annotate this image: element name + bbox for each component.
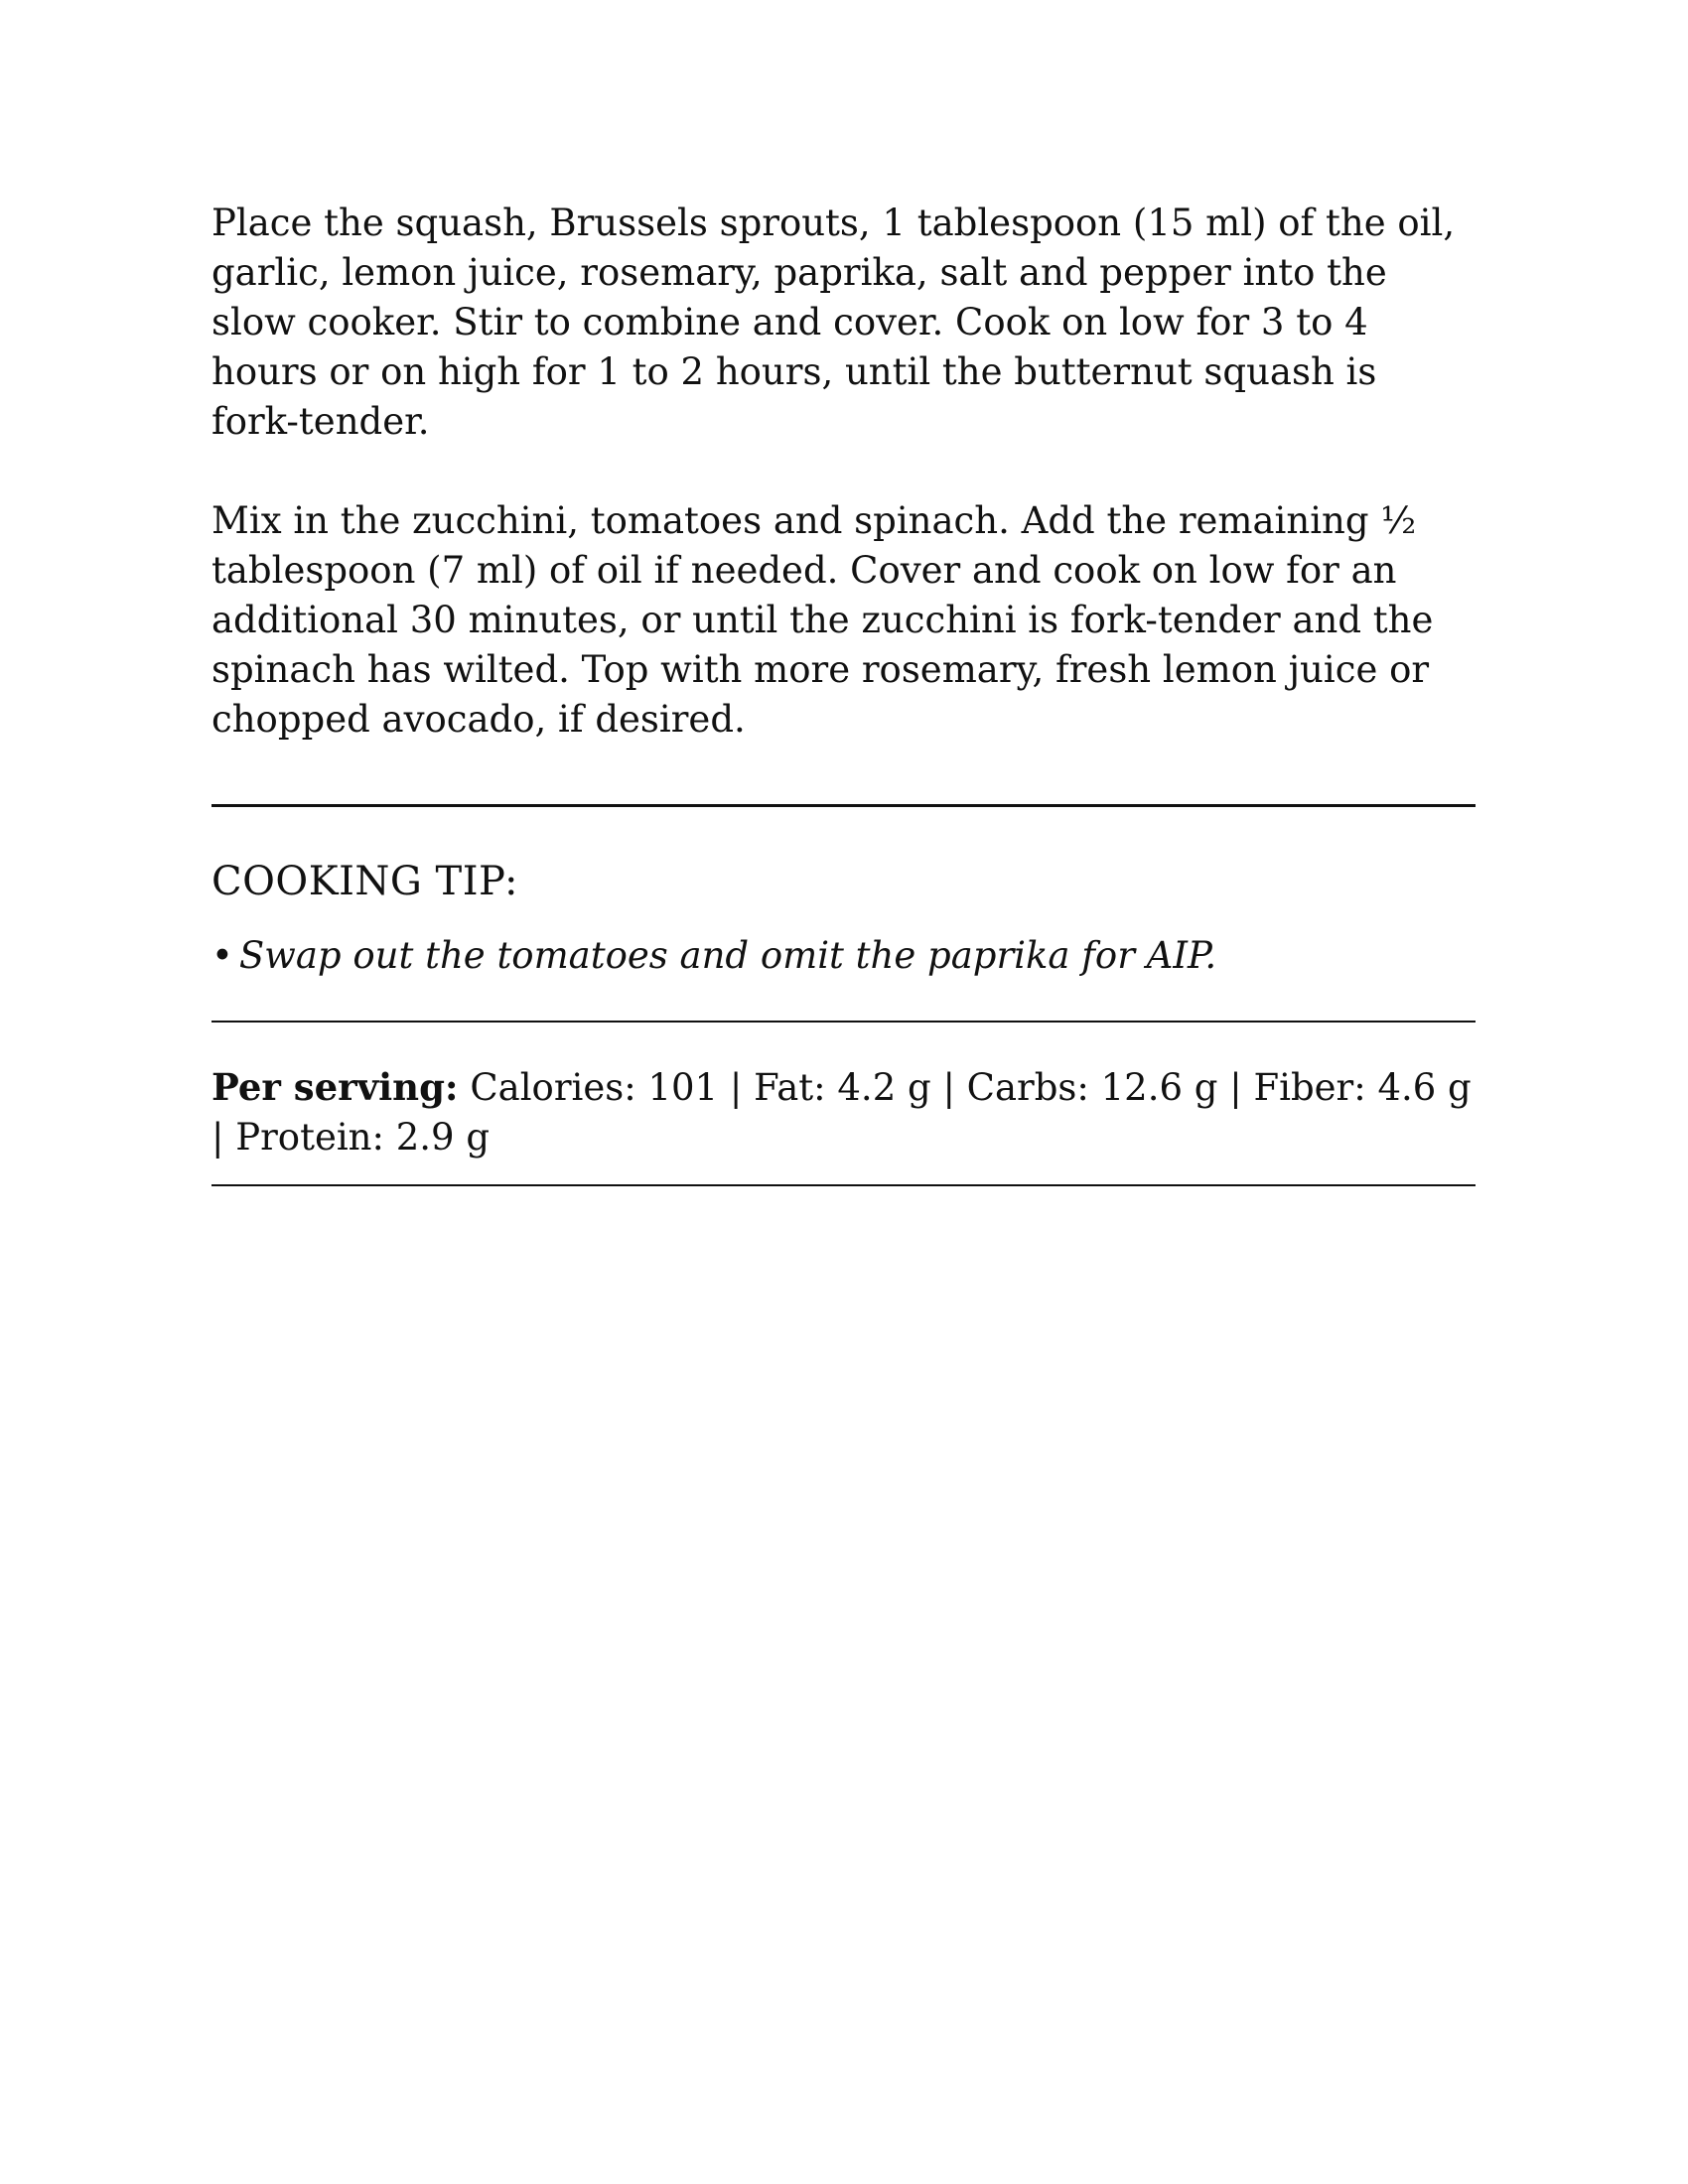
instruction-step-1: Place the squash, Brussels sprouts, 1 tablespoon (15 ml) of the oil, garlic, lemon juice, rosemary, paprika, salt and pepper into the slow cooker. Stir to combine and cover. Cook on low for 3 to 4 hours or on high for 1 to 2 hours, until the butternut squash is fork-tender. xyxy=(211,202,1456,443)
section-divider xyxy=(211,804,1476,807)
recipe-page xyxy=(211,199,1476,1186)
bullet-icon: • xyxy=(211,934,233,977)
cooking-tip-text: Swap out the tomatoes and omit the paprika for AIP. xyxy=(238,934,1217,977)
cooking-tip-item xyxy=(211,931,1476,981)
nutrition-bottom-divider xyxy=(211,1184,1476,1186)
nutrition-values: Calories: 101 | Fat: 4.2 g | Carbs: 12.6 g | Fiber: 4.6 g | Protein: 2.9 g xyxy=(211,1066,1472,1159)
nutrition-info xyxy=(211,1062,1476,1162)
instruction-step-2: Mix in the zucchini, tomatoes and spinach. Add the remaining ½ tablespoon (7 ml) of oil if needed. Cover and cook on low for an additional 30 minutes, or until the zucchini is fork-tender and the spinach has wilted. Top with more rosemary, fresh lemon juice or chopped avocado, if desired. xyxy=(211,499,1434,741)
nutrition-label: Per serving: xyxy=(211,1065,459,1109)
cooking-tip-heading: COOKING TIP: xyxy=(211,859,518,904)
nutrition-top-divider xyxy=(211,1021,1476,1023)
